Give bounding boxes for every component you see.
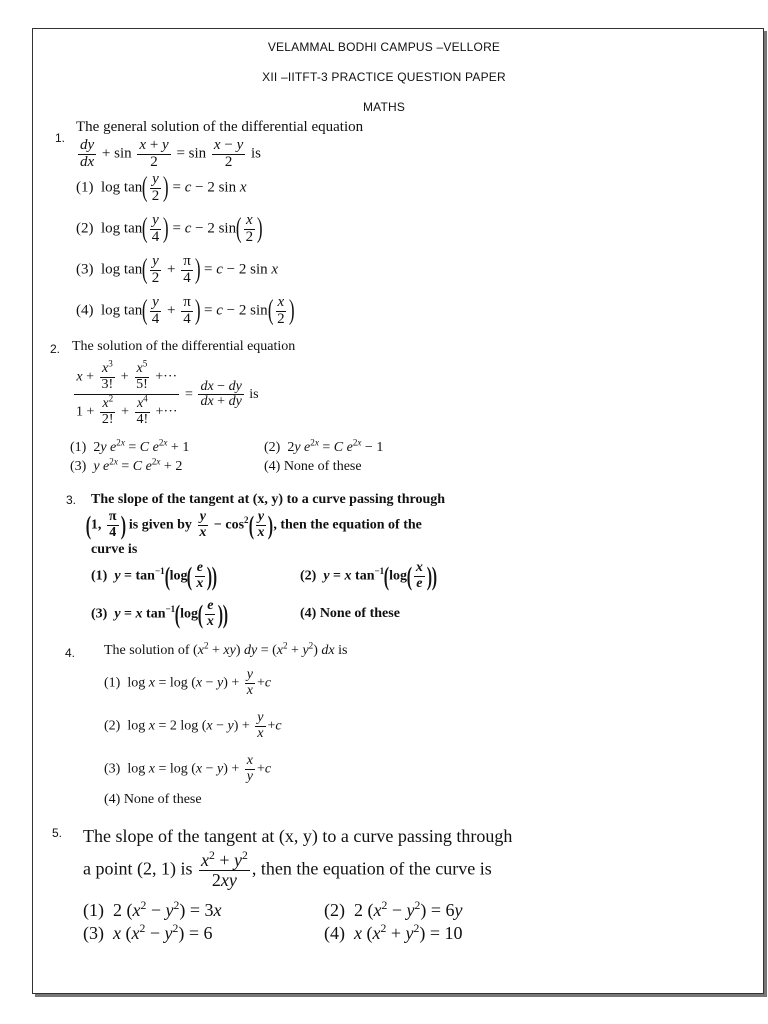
option-4[interactable]: (4) None of these — [264, 459, 362, 474]
question-stem-2: a point (2, 1) is $\frac{x^2 + y^2}{2xy}$ , then the equation of the curve is — [83, 849, 492, 890]
question-stem: The solution of the differential equation — [72, 339, 296, 354]
question-number: 1. — [55, 131, 66, 145]
question-stem: The slope of the tangent at (x, y) to a curve passing through — [91, 492, 446, 507]
option-2[interactable]: (2) log tan( $\frac{y}{4}$ ) = c − 2 sin( $\frac{x}{2}$ ) — [76, 212, 263, 245]
option-3[interactable]: (3) x $(x^2 - y^2) = 6$ — [83, 922, 213, 943]
subject-title: MATHS — [362, 100, 406, 114]
question-number: 4. — [65, 646, 76, 660]
question-stem: The slope of the tangent at (x, y) to a curve passing through — [83, 826, 513, 846]
question-number: 2. — [50, 342, 61, 356]
school-name: VELAMMAL BODHI CAMPUS –VELLORE — [267, 40, 501, 54]
option-2[interactable]: (2) 2y $e^{2x} = C$ $e^{2x} - 1$ — [264, 437, 384, 455]
option-3[interactable]: (3) log tan( $\frac{y}{2}$ + $\frac{\pi}{4}$ ) = c − 2 sin x — [76, 253, 279, 286]
option-4[interactable]: (4) None of these — [104, 792, 202, 807]
option-3[interactable]: (3) y = x $\tan^{-1}(\log$( $\frac{e}{x}$ )) — [91, 598, 228, 629]
paper-title: XII –IITFT-3 PRACTICE QUESTION PAPER — [262, 70, 506, 84]
option-3[interactable]: (3) log x = log (x − y) + $\frac{x}{y}$ +c — [104, 753, 272, 784]
question-equation: $\frac{dy}{dx}$ + sin $\frac{x + y}{2}$ = sin $\frac{x - y}{2}$ is — [80, 137, 261, 170]
option-4[interactable]: (4) x $(x^2 + y^2) = 10$ — [324, 922, 463, 943]
option-2[interactable]: (2) y = x $\tan^{-1}(\log$( $\frac{x}{e}$ )) — [300, 560, 437, 591]
question-stem-3: curve is — [91, 542, 138, 557]
question-stem: The solution of $(x^2 + xy)$ dy = $(x^2 + y^2)$ dx is — [104, 640, 348, 658]
question-number: 3. — [66, 493, 77, 507]
question-stem-2: (1, $\frac{\pi}{4}$ ) is given by $\frac{y}{x}$ − $\cos^2$( $\frac{y}{x}$ ), then the equation of the — [85, 509, 422, 540]
option-1[interactable]: (1) log x = log (x − y) + $\frac{y}{x}$ +c — [104, 667, 272, 698]
option-4[interactable]: (4) log tan( $\frac{y}{4}$ + $\frac{\pi}{4}$ ) = c − 2 sin( $\frac{x}{2}$ ) — [76, 294, 295, 327]
option-4[interactable]: (4) None of these — [300, 606, 400, 621]
option-1[interactable]: (1) 2y $e^{2x} = C$ $e^{2x} + 1$ — [70, 437, 190, 455]
option-2[interactable]: (2) log x = 2 log (x − y) + $\frac{y}{x}$ +c — [104, 710, 282, 741]
option-1[interactable]: (1) $y = \tan^{-1}(\log$( $\frac{e}{x}$ )) — [91, 560, 218, 591]
option-3[interactable]: (3) y $e^{2x} = C$ $e^{2x} + 2$ — [70, 456, 183, 474]
option-1[interactable]: (1) 2 $(x^2 - y^2) = 3x$ — [83, 899, 222, 920]
question-equation: x + $\frac{x^3}{3!}$ + $\frac{x^5}{5!}$ +··· 1 + $\frac{x^2}{2!}$ + $\frac{x^4}{4!}$ +··· = $\frac{dx - dy}{dx + dy}$ is — [76, 358, 259, 428]
option-1[interactable]: (1) log tan( $\frac{y}{2}$ ) = c − 2 sin x — [76, 171, 247, 204]
option-2[interactable]: (2) 2 $(x^2 - y^2) = 6y$ — [324, 899, 463, 920]
question-number: 5. — [52, 826, 63, 840]
question-stem: The general solution of the differential equation — [76, 119, 364, 135]
